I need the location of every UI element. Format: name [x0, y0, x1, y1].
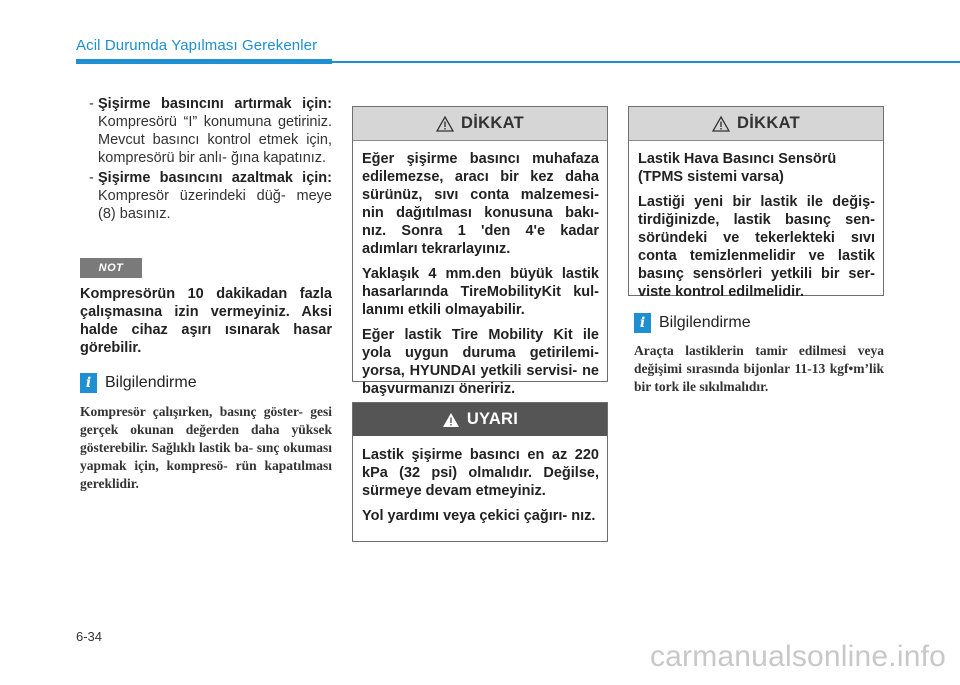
warning-box	[352, 402, 608, 542]
info-icon: i	[634, 313, 651, 333]
caution-box-2	[628, 106, 884, 300]
watermark: carmanualsonline.info	[649, 640, 946, 673]
warning-triangle-icon	[442, 412, 460, 428]
warning-paragraph: Yol yardımı veya çekici çağırı- nız.	[362, 508, 596, 524]
page-number: 6-34	[76, 629, 103, 644]
column-left	[80, 95, 332, 223]
caution-paragraph: Eğer lastik Tire Mobility Kit ile yola uygun duruma getirilemi- yorsa, HYUNDAI yetkili servisi- ne başvurmanızı öneririz.	[362, 327, 599, 397]
warning-header	[353, 403, 607, 436]
caution-header	[629, 107, 883, 141]
warning-paragraph: Lastik şişirme basıncı en az 220 kPa (32 psi) olmalıdır. Değilse, sürmeye devam etmeyiniz.	[362, 447, 599, 499]
caution-triangle-icon	[436, 116, 454, 132]
caution-header	[353, 107, 607, 141]
bullet-text: Kompresör üzerindeki düğ- meye (8) basınız.	[98, 188, 332, 222]
bullet-decrease-pressure	[80, 169, 332, 223]
caution-heading: DİKKAT	[737, 114, 800, 132]
bullet-dash: -	[89, 170, 94, 186]
caution-heading: DİKKAT	[461, 114, 524, 132]
info-heading	[80, 373, 197, 393]
caution-paragraph: Lastiği yeni bir lastik ile değiş- tirdiğinizde, lastik basınç sen- söründeki ve tekerlekteki sıvı conta temizlenmelidir ve lastik basınç sensörleri yetkili bir ser- viste kontrol edilmelidir.	[638, 194, 875, 300]
bullet-dash: -	[89, 96, 94, 112]
info-title: Bilgilendirme	[659, 314, 751, 331]
info-heading	[634, 313, 751, 333]
bullet-lead: Şişirme basıncını azaltmak için:	[98, 170, 332, 186]
note-badge: NOT	[80, 258, 142, 278]
caution-paragraph: Lastik Hava Basıncı Sensörü (TPMS sistemi varsa)	[638, 151, 837, 185]
info-text: Kompresör çalışırken, basınç göster- gesi gerçek okunan değerden daha yüksek gösterebilir. Sağlıklı lastik ba- sınç okuması yapmak için, kompresö- rün kapatılması gereklidir.	[80, 404, 332, 491]
section-title: Acil Durumda Yapılması Gerekenler	[76, 37, 318, 54]
bullet-increase-pressure	[80, 95, 332, 167]
bullet-lead: Şişirme basıncını artırmak için:	[98, 96, 332, 112]
info-icon: i	[80, 373, 97, 393]
note-text: Kompresörün 10 dakikadan fazla çalışmasına izin vermeyiniz. Aksi halde cihaz aşırı ısınarak hasar görebilir.	[80, 286, 332, 356]
caution-paragraph: Eğer şişirme basıncı muhafaza edilemezse, aracı bir kez daha sürünüz, sıvı conta malzemesi- nin dağıtılması konusuna bakı- nız. Sonra 1 'den 4'e kadar adımları tekrarlayınız.	[362, 151, 599, 257]
caution-paragraph: Yaklaşık 4 mm.den büyük lastik hasarlarında TireMobilityKit kul- lanımı etkili olmayabilir.	[362, 266, 599, 318]
caution-triangle-icon	[712, 116, 730, 132]
header-rule-thin	[332, 61, 960, 63]
caution-box-1	[352, 106, 608, 397]
warning-heading: UYARI	[466, 410, 519, 428]
info-title: Bilgilendirme	[105, 374, 197, 391]
header-rule-thick	[76, 59, 332, 64]
bullet-text: Kompresörü “I” konumuna getiriniz. Mevcut basıncı kontrol etmek için, kompresörü bir anlı- ğına kapatınız.	[98, 114, 332, 166]
info-text: Araçta lastiklerin tamir edilmesi veya değişimi sırasında bijonlar 11-13 kgf•m’lik bir tork ile sıkılmalıdır.	[634, 343, 884, 394]
